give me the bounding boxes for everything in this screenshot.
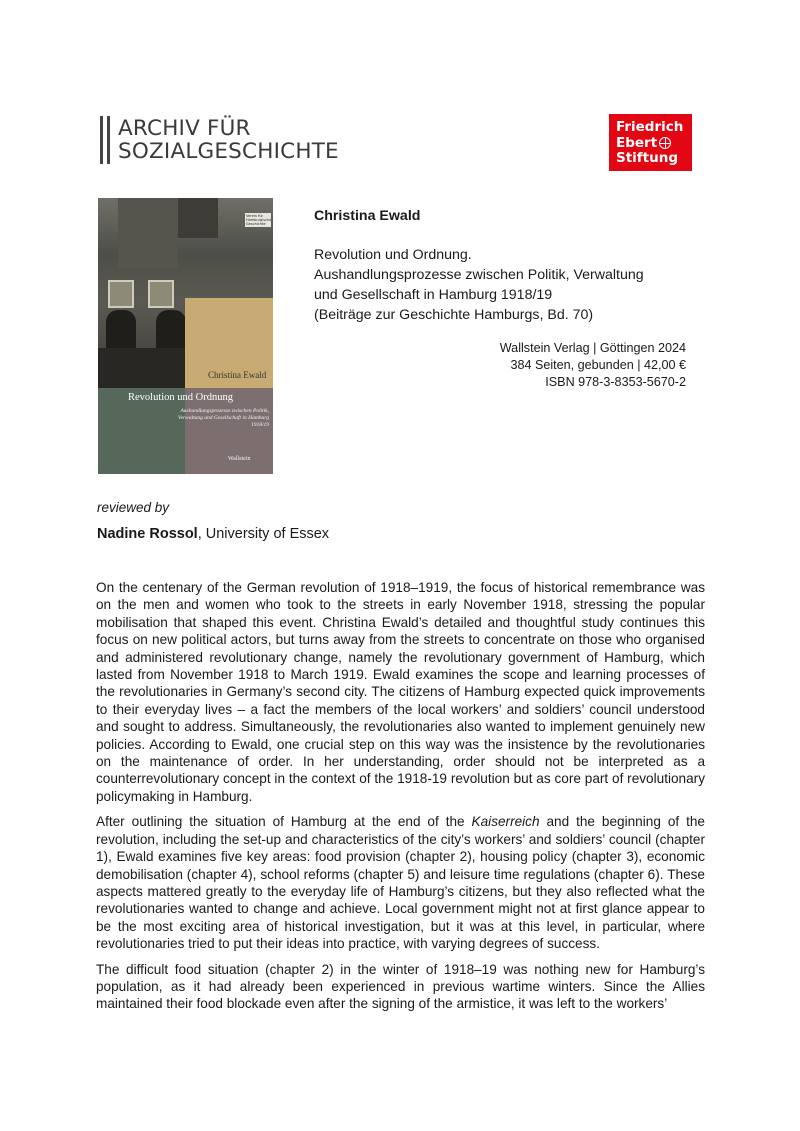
- reviewed-by-label: reviewed by: [97, 500, 170, 515]
- review-body: [96, 579, 705, 1021]
- archive-logo-line2: SOZIALGESCHICHTE: [118, 139, 339, 164]
- cover-subtitle: Aushandlungsprozesse zwischen Politik, Verwaltung und Gesellschaft in Hamburg 1918/19: [177, 408, 269, 428]
- cover-author: Christina Ewald: [208, 370, 267, 380]
- reviewer-name: Nadine Rossol: [97, 526, 198, 542]
- fes-logo-line1: Friedrich: [616, 119, 684, 135]
- paragraph: The difficult food situation (chapter 2) in the winter of 1918–19 was nothing new for Hamburg’s population, as it had already been experienced in previous wartime winters. Since the Allies maintained their food blockade even after the signing of the armistice, it was left to the workers’: [96, 961, 705, 1012]
- globe-icon: [659, 137, 671, 149]
- publication-details: [314, 340, 686, 391]
- publisher-line: Wallstein Verlag | Göttingen 2024: [499, 341, 686, 355]
- isbn-line: ISBN 978-3-8353-5670-2: [545, 375, 686, 389]
- book-cover-image: [98, 198, 273, 474]
- archiv-fuer-sozialgeschichte-logo: [100, 116, 339, 164]
- logo-bars-icon: [100, 116, 110, 164]
- cover-series-tag: Verein für Hamburgische Geschichte: [246, 214, 272, 226]
- pages-price-line: 384 Seiten, gebunden | 42,00 €: [510, 358, 686, 372]
- book-author: Christina Ewald: [314, 208, 421, 224]
- fes-logo-line2: Ebert: [616, 134, 658, 151]
- reviewer-affiliation: , University of Essex: [197, 526, 330, 542]
- book-title: Revolution und Ordnung. Aushandlungsprozesse zwischen Politik, Verwaltung und Gesellschaft in Hamburg 1918/19 (Beiträge zur Geschichte Hamburgs, Bd. 70): [314, 247, 644, 323]
- paragraph: On the centenary of the German revolution of 1918–1919, the focus of historical remembrance was on the men and women who took to the streets in early November 1918, stressing the popular mobilisation that shaped this event. Christina Ewald’s detailed and thoughtful study continues this focus on new political actors, but turns away from the streets to concentrate on those who organised and administered revolutionary change, namely the revolutionary government of Hamburg, which lasted from November 1918 to March 1919. Ewald examines the scope and learning processes of the revolutionaries in Germany’s second city. The citizens of Hamburg expected quick improvements to their everyday lives – a fact the members of the local workers’ and soldiers’ council understood and sought to address. Simultaneously, the revolutionaries also wanted to implement genuinely new policies. According to Ewald, one crucial step on this way was the insistence by the revolutionaries on the maintenance of order. In her understanding, order should not be interpreted as a counterrevolutionary concept in the context of the 1918-19 revolution but as core part of revolutionary policymaking in Hamburg.: [96, 580, 705, 804]
- reviewer: [97, 526, 329, 542]
- cover-title: Revolution und Ordnung: [128, 392, 233, 403]
- paragraph: After outlining the situation of Hamburg at the end of the Kaiserreich and the beginning of the revolution, including the set-up and characteristics of the city’s workers’ and soldiers’ council (chapter 1), Ewald examines five key areas: food provision (chapter 2), housing policy (chapter 3), economic demobilisation (chapter 4), school reforms (chapter 5) and leisure time regulations (chapter 6). These aspects mattered greatly to the everyday life of Hamburg’s citizens, but they also reflected what the revolutionaries wanted to change and achieve. Local government might not at first glance appear to be the most exciting area of historical investigation, but it was at this level, in particular, where revolutionaries tried to put their ideas into practice, with varying degrees of success.: [96, 814, 705, 952]
- friedrich-ebert-stiftung-logo: [609, 114, 692, 171]
- cover-publisher: Wallstein: [228, 456, 251, 462]
- italic-term: Kaiserreich: [471, 814, 540, 830]
- book-details: [314, 206, 694, 325]
- fes-logo-line3: Stiftung: [616, 150, 679, 166]
- archive-logo-line1: ARCHIV FÜR: [118, 116, 251, 141]
